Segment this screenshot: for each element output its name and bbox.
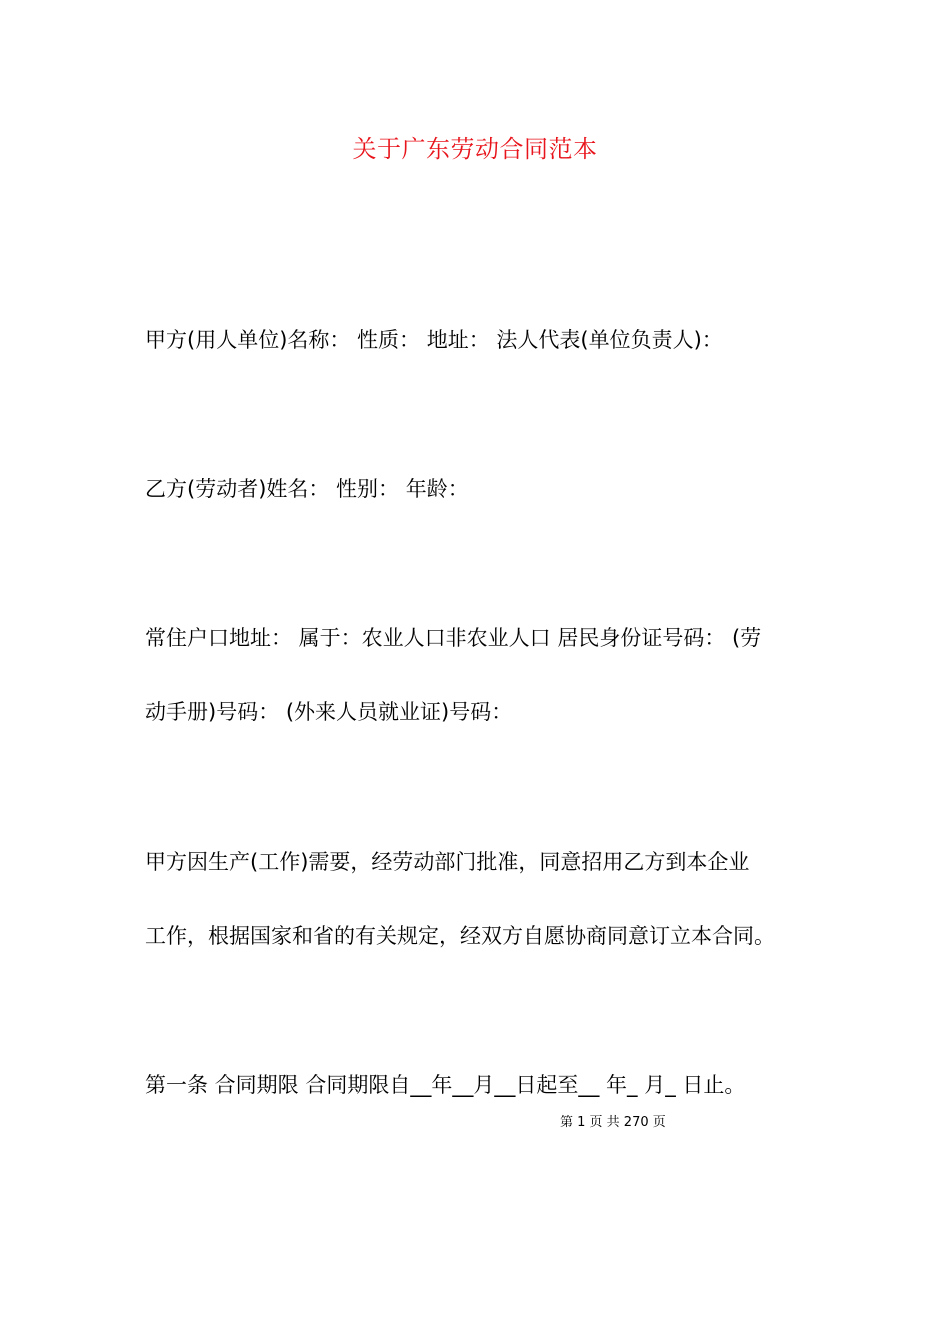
party-b-line: 乙方(劳动者)姓名： 性别： 年龄： xyxy=(145,477,469,501)
residence-line-1: 常住户口地址： 属于：农业人口非农业人口 居民身份证号码： (劳 xyxy=(145,626,762,650)
article-1-line: 第一条 合同期限 合同期限自__年__月__日起至__ 年_ 月_ 日止。 xyxy=(145,1073,746,1097)
intro-line-2: 工作，根据国家和省的有关规定，经双方自愿协商同意订立本合同。 xyxy=(145,924,775,948)
page-number: 第 1 页 共 270 页 xyxy=(560,1115,666,1130)
residence-line-2: 动手册)号码： (外来人员就业证)号码： xyxy=(145,700,513,724)
intro-line-1: 甲方因生产(工作)需要，经劳动部门批准，同意招用乙方到本企业 xyxy=(145,850,750,874)
party-a-line: 甲方(用人单位)名称： 性质： 地址： 法人代表(单位负责人)： xyxy=(145,328,723,352)
party-b-info xyxy=(145,475,815,503)
intro-paragraph xyxy=(145,848,815,950)
page-title: 关于广东劳动合同范本 xyxy=(352,135,598,163)
article-1 xyxy=(145,1071,815,1099)
party-a-info xyxy=(145,326,815,354)
residence-info xyxy=(145,624,815,726)
